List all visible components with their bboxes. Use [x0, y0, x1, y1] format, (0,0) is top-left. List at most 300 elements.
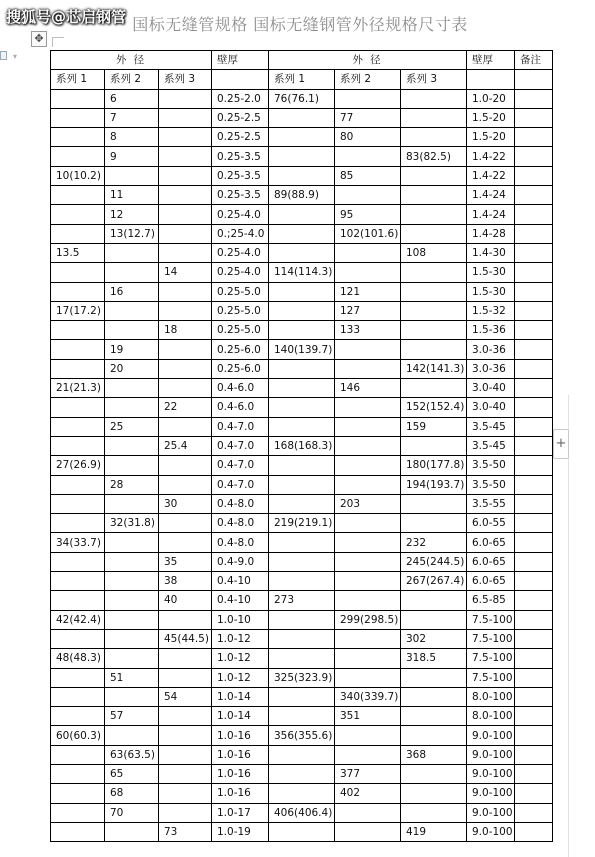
wall-cell: 0.25-6.0 [212, 359, 269, 378]
remark-cell [515, 764, 553, 783]
od-s1-b-cell [269, 764, 335, 783]
wall-cell: 0.4-8.0 [212, 533, 269, 552]
remark-cell [515, 572, 553, 591]
wall-cell: 1.0-16 [212, 726, 269, 745]
remark-cell [515, 205, 553, 224]
wall-b-cell: 3.5-50 [467, 475, 515, 494]
wall-b-cell: 1.4-28 [467, 224, 515, 243]
wall-cell: 1.0-14 [212, 687, 269, 706]
header-series-1-b: 系列 1 [269, 70, 335, 89]
od-s1-b-cell: 168(168.3) [269, 436, 335, 455]
table-row [51, 629, 553, 648]
wall-cell: 0.25-5.0 [212, 282, 269, 301]
od-s2-cell [105, 436, 159, 455]
od-s2-b-cell: 127 [335, 301, 401, 320]
header-remarks: 备注 [515, 51, 553, 70]
wall-b-cell: 6.0-65 [467, 572, 515, 591]
od-s2-cell: 9 [105, 147, 159, 166]
od-s3-cell [159, 89, 212, 108]
wall-cell: 0.4-7.0 [212, 475, 269, 494]
od-s2-b-cell [335, 572, 401, 591]
od-s2-cell: 20 [105, 359, 159, 378]
table-row [51, 745, 553, 764]
od-s3-b-cell [401, 687, 467, 706]
remark-cell [515, 224, 553, 243]
wall-b-cell: 1.5-20 [467, 108, 515, 127]
remark-cell [515, 591, 553, 610]
wall-cell: 0.25-5.0 [212, 321, 269, 340]
od-s2-b-cell: 121 [335, 282, 401, 301]
margin-marker [52, 37, 64, 38]
od-s1-cell: 48(48.3) [51, 649, 105, 668]
od-s3-b-cell: 318.5 [401, 649, 467, 668]
od-s2-b-cell [335, 456, 401, 475]
od-s3-b-cell [401, 726, 467, 745]
remark-cell [515, 494, 553, 513]
header-outer-diameter-2: 外 径 [269, 51, 467, 70]
od-s1-b-cell [269, 822, 335, 841]
od-s3-cell [159, 243, 212, 262]
od-s1-cell: 27(26.9) [51, 456, 105, 475]
wall-cell: 0.4-8.0 [212, 514, 269, 533]
od-s2-b-cell: 203 [335, 494, 401, 513]
od-s1-b-cell [269, 687, 335, 706]
od-s3-b-cell: 368 [401, 745, 467, 764]
od-s3-b-cell [401, 89, 467, 108]
remark-cell [515, 707, 553, 726]
remark-cell [515, 436, 553, 455]
od-s3-b-cell [401, 321, 467, 340]
table-row [51, 128, 553, 147]
od-s1-cell [51, 359, 105, 378]
wall-cell: 0.4-9.0 [212, 552, 269, 571]
od-s1-cell [51, 687, 105, 706]
od-s3-b-cell: 267(267.4) [401, 572, 467, 591]
header-series-3: 系列 3 [159, 70, 212, 89]
od-s1-cell [51, 108, 105, 127]
od-s1-cell [51, 784, 105, 803]
od-s2-b-cell: 340(339.7) [335, 687, 401, 706]
wall-b-cell: 7.5-100 [467, 629, 515, 648]
od-s2-cell [105, 456, 159, 475]
wall-cell: 0.4-6.0 [212, 379, 269, 398]
od-s1-cell [51, 282, 105, 301]
od-s2-cell: 68 [105, 784, 159, 803]
od-s2-b-cell [335, 243, 401, 262]
table-row [51, 610, 553, 629]
remark-cell [515, 417, 553, 436]
od-s1-cell [51, 822, 105, 841]
wall-cell: 0.25-4.0 [212, 243, 269, 262]
remark-cell [515, 243, 553, 262]
wall-b-cell: 1.0-20 [467, 89, 515, 108]
od-s1-b-cell [269, 456, 335, 475]
sub-header-row [51, 70, 553, 89]
od-s3-b-cell: 152(152.4) [401, 398, 467, 417]
od-s3-b-cell [401, 803, 467, 822]
od-s3-cell [159, 128, 212, 147]
remark-cell [515, 108, 553, 127]
wall-b-cell: 1.5-20 [467, 128, 515, 147]
wall-cell: 0.4-7.0 [212, 456, 269, 475]
od-s3-cell [159, 417, 212, 436]
document-icon[interactable] [0, 51, 7, 60]
table-move-handle-icon[interactable]: ✥ [31, 31, 47, 47]
wall-cell: 0.25-3.5 [212, 186, 269, 205]
table-row [51, 224, 553, 243]
wall-b-cell: 9.0-100 [467, 803, 515, 822]
od-s2-cell [105, 494, 159, 513]
od-s1-b-cell [269, 398, 335, 417]
wall-cell: 1.0-16 [212, 784, 269, 803]
wall-cell: 0.25-3.5 [212, 147, 269, 166]
remark-cell [515, 359, 553, 378]
od-s1-cell [51, 89, 105, 108]
wall-b-cell: 1.4-24 [467, 186, 515, 205]
od-s3-b-cell [401, 436, 467, 455]
od-s3-b-cell: 232 [401, 533, 467, 552]
remark-cell [515, 282, 553, 301]
od-s3-cell [159, 668, 212, 687]
od-s3-cell [159, 166, 212, 185]
wall-b-cell: 1.5-30 [467, 282, 515, 301]
od-s2-b-cell [335, 514, 401, 533]
header-wall-thickness: 壁厚 [212, 51, 269, 70]
table-row [51, 552, 553, 571]
remark-cell [515, 379, 553, 398]
od-s2-cell: 65 [105, 764, 159, 783]
od-s3-b-cell [401, 340, 467, 359]
od-s1-cell [51, 205, 105, 224]
od-s3-b-cell [401, 764, 467, 783]
od-s3-cell [159, 224, 212, 243]
od-s1-b-cell: 89(88.9) [269, 186, 335, 205]
remark-cell [515, 784, 553, 803]
od-s3-b-cell: 180(177.8) [401, 456, 467, 475]
od-s3-b-cell [401, 166, 467, 185]
od-s1-cell [51, 263, 105, 282]
od-s2-b-cell [335, 533, 401, 552]
remark-cell [515, 649, 553, 668]
od-s2-b-cell [335, 745, 401, 764]
od-s2-cell: 7 [105, 108, 159, 127]
od-s2-b-cell [335, 822, 401, 841]
wall-cell: 1.0-14 [212, 707, 269, 726]
wall-b-cell: 3.0-36 [467, 340, 515, 359]
table-row [51, 475, 553, 494]
add-column-button[interactable]: + [553, 429, 569, 459]
remark-cell [515, 533, 553, 552]
od-s2-b-cell: 402 [335, 784, 401, 803]
od-s2-cell: 70 [105, 803, 159, 822]
od-s1-cell [51, 629, 105, 648]
table-row [51, 456, 553, 475]
table-row [51, 359, 553, 378]
od-s2-cell: 8 [105, 128, 159, 147]
od-s2-cell: 13(12.7) [105, 224, 159, 243]
od-s1-cell [51, 475, 105, 494]
remark-cell [515, 186, 553, 205]
od-s3-cell: 45(44.5) [159, 629, 212, 648]
od-s1-cell: 17(17.2) [51, 301, 105, 320]
od-s3-b-cell [401, 610, 467, 629]
od-s3-cell [159, 803, 212, 822]
wall-cell: 1.0-12 [212, 668, 269, 687]
od-s2-cell: 11 [105, 186, 159, 205]
wall-b-cell: 7.5-100 [467, 649, 515, 668]
wall-b-cell: 6.0-65 [467, 552, 515, 571]
od-s1-b-cell: 406(406.4) [269, 803, 335, 822]
od-s1-b-cell [269, 359, 335, 378]
wall-cell: 0.25-6.0 [212, 340, 269, 359]
od-s2-cell: 51 [105, 668, 159, 687]
table-row [51, 340, 553, 359]
header-series-2: 系列 2 [105, 70, 159, 89]
wall-cell: 0.4-10 [212, 591, 269, 610]
od-s3-cell [159, 649, 212, 668]
od-s2-cell: 28 [105, 475, 159, 494]
od-s2-b-cell: 77 [335, 108, 401, 127]
od-s2-cell [105, 822, 159, 841]
od-s2-cell [105, 610, 159, 629]
table-row [51, 321, 553, 340]
wall-b-cell: 1.5-32 [467, 301, 515, 320]
remark-cell [515, 263, 553, 282]
remark-cell [515, 610, 553, 629]
od-s1-b-cell [269, 552, 335, 571]
wall-cell: 0.4-8.0 [212, 494, 269, 513]
od-s3-b-cell [401, 591, 467, 610]
remark-cell [515, 321, 553, 340]
od-s2-b-cell [335, 668, 401, 687]
od-s1-b-cell [269, 707, 335, 726]
table-row [51, 436, 553, 455]
wall-cell: 1.0-16 [212, 745, 269, 764]
table-row [51, 417, 553, 436]
od-s1-b-cell [269, 166, 335, 185]
wall-cell: 0.25-4.0 [212, 205, 269, 224]
watermark: 搜狐号@芯启钢管 [6, 8, 127, 26]
table-row [51, 186, 553, 205]
od-s1-cell [51, 186, 105, 205]
od-s3-cell: 40 [159, 591, 212, 610]
wall-cell: 0.25-2.5 [212, 108, 269, 127]
od-s2-cell: 12 [105, 205, 159, 224]
od-s1-b-cell [269, 224, 335, 243]
od-s3-cell [159, 610, 212, 629]
wall-b-cell: 3.5-45 [467, 436, 515, 455]
od-s1-b-cell [269, 321, 335, 340]
od-s3-b-cell: 419 [401, 822, 467, 841]
table-row [51, 726, 553, 745]
od-s2-b-cell: 85 [335, 166, 401, 185]
remark-cell [515, 745, 553, 764]
od-s2-cell: 16 [105, 282, 159, 301]
od-s3-b-cell [401, 205, 467, 224]
od-s1-cell [51, 668, 105, 687]
wall-cell: 1.0-19 [212, 822, 269, 841]
od-s1-cell [51, 591, 105, 610]
od-s2-cell [105, 572, 159, 591]
od-s3-cell: 18 [159, 321, 212, 340]
wall-b-cell: 6.5-85 [467, 591, 515, 610]
remark-cell [515, 166, 553, 185]
od-s1-cell [51, 494, 105, 513]
od-s2-b-cell: 133 [335, 321, 401, 340]
od-s2-b-cell [335, 417, 401, 436]
od-s1-cell [51, 514, 105, 533]
wall-cell: 0.4-7.0 [212, 436, 269, 455]
od-s1-cell [51, 707, 105, 726]
dropdown-arrow-icon[interactable]: ▾ [13, 52, 18, 61]
od-s1-b-cell [269, 205, 335, 224]
margin-marker-vertical [52, 37, 53, 47]
table-row [51, 205, 553, 224]
wall-cell: 1.0-16 [212, 764, 269, 783]
od-s1-b-cell [269, 494, 335, 513]
od-s1-cell [51, 321, 105, 340]
od-s2-cell [105, 263, 159, 282]
od-s3-b-cell [401, 784, 467, 803]
wall-b-cell: 9.0-100 [467, 764, 515, 783]
od-s1-cell [51, 398, 105, 417]
header-series-2-b: 系列 2 [335, 70, 401, 89]
od-s1-cell [51, 803, 105, 822]
wall-b-cell: 6.0-65 [467, 533, 515, 552]
table-row [51, 398, 553, 417]
wall-b-cell: 9.0-100 [467, 784, 515, 803]
od-s3-cell: 35 [159, 552, 212, 571]
od-s1-b-cell [269, 649, 335, 668]
wall-cell: 0.25-2.5 [212, 128, 269, 147]
od-s3-cell [159, 205, 212, 224]
od-s2-b-cell: 146 [335, 379, 401, 398]
table-row [51, 803, 553, 822]
od-s3-b-cell [401, 301, 467, 320]
od-s3-b-cell: 142(141.3) [401, 359, 467, 378]
remark-cell [515, 398, 553, 417]
od-s2-cell [105, 552, 159, 571]
od-s3-cell [159, 784, 212, 803]
od-s3-cell: 14 [159, 263, 212, 282]
od-s2-b-cell: 351 [335, 707, 401, 726]
od-s3-cell: 73 [159, 822, 212, 841]
od-s3-cell [159, 282, 212, 301]
od-s3-b-cell [401, 379, 467, 398]
group-header-row [51, 51, 553, 70]
wall-b-cell: 3.5-50 [467, 456, 515, 475]
wall-b-cell: 3.0-40 [467, 398, 515, 417]
od-s1-b-cell [269, 282, 335, 301]
remark-cell [515, 89, 553, 108]
od-s3-b-cell [401, 263, 467, 282]
od-s3-b-cell [401, 282, 467, 301]
table-row [51, 243, 553, 262]
od-s2-b-cell [335, 726, 401, 745]
od-s2-cell: 57 [105, 707, 159, 726]
od-s2-cell [105, 301, 159, 320]
wall-b-cell: 1.4-30 [467, 243, 515, 262]
od-s3-b-cell [401, 494, 467, 513]
remark-cell [515, 128, 553, 147]
od-s2-cell [105, 629, 159, 648]
od-s2-cell [105, 591, 159, 610]
od-s1-b-cell: 76(76.1) [269, 89, 335, 108]
od-s1-b-cell [269, 301, 335, 320]
table-row [51, 108, 553, 127]
od-s1-b-cell [269, 128, 335, 147]
wall-b-cell: 3.0-36 [467, 359, 515, 378]
od-s1-cell: 34(33.7) [51, 533, 105, 552]
table-row [51, 282, 553, 301]
table-container [50, 50, 553, 842]
wall-b-cell: 1.4-24 [467, 205, 515, 224]
od-s3-cell: 30 [159, 494, 212, 513]
table-row [51, 494, 553, 513]
od-s1-b-cell [269, 379, 335, 398]
od-s1-cell [51, 417, 105, 436]
od-s1-cell [51, 552, 105, 571]
header-wall-thickness-2: 壁厚 [467, 51, 515, 70]
od-s2-cell [105, 398, 159, 417]
od-s1-b-cell: 114(114.3) [269, 263, 335, 282]
remark-cell [515, 726, 553, 745]
wall-b-cell: 6.0-55 [467, 514, 515, 533]
header-blank [515, 70, 553, 89]
od-s1-cell [51, 224, 105, 243]
remark-cell [515, 687, 553, 706]
od-s1-b-cell [269, 417, 335, 436]
wall-cell: 1.0-12 [212, 649, 269, 668]
od-s2-b-cell [335, 359, 401, 378]
table-row [51, 147, 553, 166]
od-s3-cell: 54 [159, 687, 212, 706]
header-blank [467, 70, 515, 89]
od-s2-b-cell: 95 [335, 205, 401, 224]
wall-b-cell: 3.5-45 [467, 417, 515, 436]
od-s3-cell [159, 475, 212, 494]
remark-cell [515, 456, 553, 475]
od-s3-cell [159, 340, 212, 359]
document-title: 国标无缝管规格 国标无缝钢管外径规格尺寸表 [132, 15, 468, 34]
od-s1-b-cell [269, 475, 335, 494]
wall-b-cell: 9.0-100 [467, 726, 515, 745]
od-s1-cell [51, 128, 105, 147]
od-s1-cell [51, 572, 105, 591]
header-series-3-b: 系列 3 [401, 70, 467, 89]
od-s1-cell: 42(42.4) [51, 610, 105, 629]
remark-cell [515, 340, 553, 359]
od-s3-cell: 38 [159, 572, 212, 591]
od-s3-b-cell [401, 108, 467, 127]
wall-b-cell: 3.5-55 [467, 494, 515, 513]
od-s2-cell [105, 379, 159, 398]
remark-cell [515, 147, 553, 166]
wall-b-cell: 9.0-100 [467, 822, 515, 841]
table-row [51, 784, 553, 803]
od-s3-cell [159, 745, 212, 764]
wall-b-cell: 7.5-100 [467, 668, 515, 687]
od-s2-cell [105, 687, 159, 706]
od-s1-cell [51, 436, 105, 455]
od-s2-cell: 32(31.8) [105, 514, 159, 533]
od-s1-b-cell [269, 784, 335, 803]
od-s1-cell [51, 340, 105, 359]
wall-cell: 1.0-12 [212, 629, 269, 648]
od-s3-cell [159, 726, 212, 745]
od-s3-cell [159, 533, 212, 552]
od-s2-cell: 63(63.5) [105, 745, 159, 764]
